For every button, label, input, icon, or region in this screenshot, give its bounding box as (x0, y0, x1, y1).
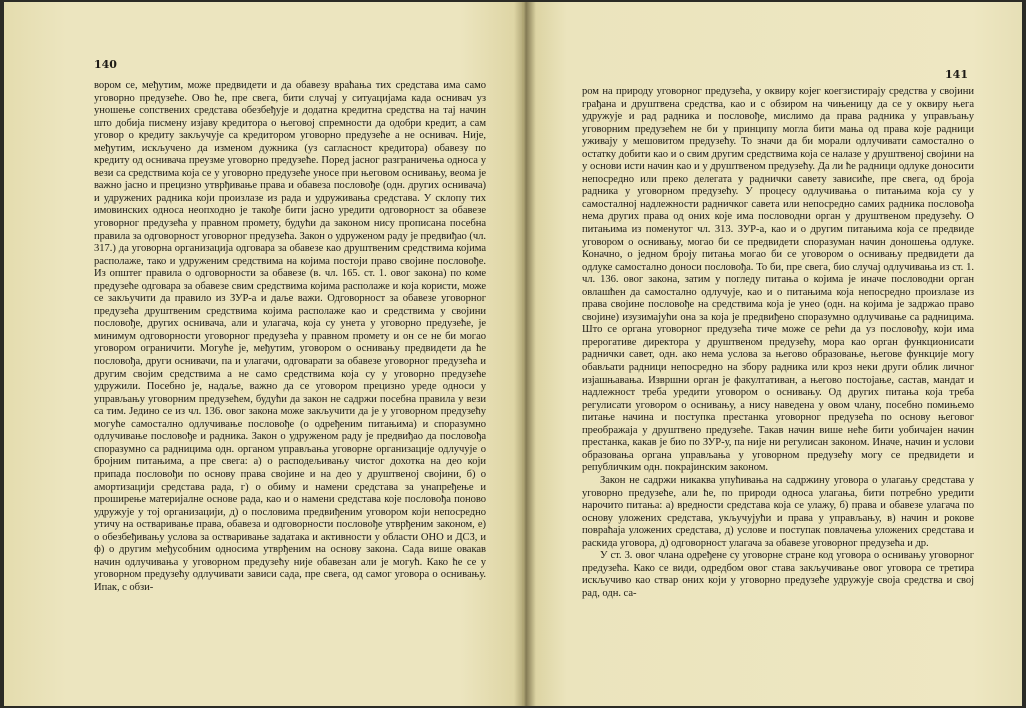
paragraph: ром на природу уговорног предузећа, у оквиру којег коегзистирају средства у својини грађана и друштвена средства, као и с обзиром на чињеницу да се у оквиру њега удружује и рад радника и пословође, мислимо да права радника у управљању уговорним предузећем не би у принципу могла бити мања од права које радници уживају у мешовитом предузећу. То значи да би морали одлучивати самостално о остатку добити као и о свим другим средствима која се налазе у друштвеној својини на у основи исти начин као и у друштвеном предузећу. Да ли ће радници одлуке доносити непосредно или преко делегата у раднички савету зависиће, пре свега, од броја радника у уговорном предузећу. У процесу одлучивања о питањима која су у самосталној надлежности радничког савета или непосредно самих радника пословођа нема других права од оних које има пословодни орган у друштвеном предузећу. О питањима из поменутог чл. 313. ЗУР-а, као и о другим питањима која се предвиде уговором о оснивању, могао би се предвидети споразуман начин доношења одлуке. Коначно, о једном броју питања могао би се уговором о оснивању предвидети да одлуке самостално доноси пословођа. То би, пре свега, био случај одлучивања из ст. 1. чл. 136. овог закона, затим у погледу питања о којима је иначе пословодни орган овлашћен да самостално одлучује, као и о питањима која непосредно произлазе из права својине пословође на средствима која је унео (одн. на којима је задржао право својине) изузимајући она за која је предвиђено споразумно одлучивање са радницима. Што се органа уговорног предузећа тиче може се рећи да уз пословођу, који има прерогативе директора у друштвеном предузећу, мора као орган функционисати раднички савет, одн. ако нема услова за његово образовање, његове функције могу обављати радници непосредно на збору радника или кроз неки други облик личног изјашњавања. Извршни орган је факултативан, а његово постојање, састав, мандат и надлежност треба уредити уговором о оснивању. Од других питања која треба регулисати уговором о оснивању, а нису наведена у овом члану, посебно помињемо питање начина и поступка престанка уговорног предузећа по основу његовог преображаја у друштвено предузеће. Такав начин више неће бити уобичајен начин престанка, какав је био по ЗУР-у, па није ни регулисан законом. Иначе, начин и услови образовања органа управљања у уговорном предузећу могу се предвидети и републичким одн. покрајинским законом. (582, 86, 974, 474)
page-number-left: 140 (94, 58, 117, 71)
book-spread (4, 2, 1022, 706)
right-page-text (582, 86, 974, 600)
page-number-right: 141 (945, 68, 968, 81)
paragraph: Закон не садржи никаква упућивања на садржину уговора о улагању средстава у уговорно предузеће, али ће, по природи односа улагања, бити потребно уредити нарочито питања: а) вредности средстава која се улажу, б) права и обавезе улагача по основу уложених средстава, укључујући и права у управљању, в) начин и рокове повраћаја уложених средстава, д) услове и поступак повлачења уложених средстава и раскида уговора, д) одговорност улагача за обавезе уговорног предузећа и др. (582, 474, 974, 549)
paragraph: вором се, међутим, може предвидети и да обавезу враћања тих средстава има само уговорно предузеће. Ово ће, пре свега, бити случај у ситуацијама када оснивач уз уношење сопствених средстава обезбеђује и додатна кредитна средства на тај начин што добија писмену изјаву кредитора о његовој спремности да одобри кредит, а сам уговор о кредиту закључује са кредитором уговорно предузеће а не оснивач. Није, међутим, искључено да изменом дужника (уз сагласност кредитора) обавезу по кредиту од оснивача преузме уговорно предузеће. Поред јасног разграничења односа у вези са средствима која се у уговорно предузеће уносе при његовом оснивању, веома је важно јасно и прецизно утврђивање права и обавеза пословође (одн. других оснивача) и удружених радника који произлазе из рада и удруживања средстава. У склопу тих имовинских односа неопходно је такође бити јасно уредити одговорност за обавезе уговорног предузећа у правном промету, будући да законом нису прописана посебна правила за одговорност уговорног предузећа. Закон о удруженом раду је предвиђао (чл. 317.) да уговорна организација одговара за обавезе као друштвеним средствима којима располаже, тако и удруженим средствима на којима постоји право својине пословође. Из општег правила о одговорности за обавезе (в. чл. 165. ст. 1. овог закона) по коме предузеће одговара за обавезе свим средствима којима располаже и која користи, може се закључити да правило из ЗУР-а и даље важи. Одговорност за обавезе уговорног предузећа друштвеним средствима којима располаже као и средствима у својини пословође, других оснивача, али и улагача, која су унета у уговорно предузеће, је минимум одговорности уговорног предузећа у правном промету и он се не би могао уговором ограничити. Могуће је, међутим, уговором о оснивању предвидети да ће пословођа, други оснивачи, па и улагачи, одговарати за обавезе уговорног предузећа и другим својим средствима а не само средствима која су у уговорно предузеће удружили. Посебно је, надаље, важно да се уговором прецизно уреде односи у управљању уговорним предузећем, будући да закон не садржи посебна правила у вези са тим. Једино се из чл. 136. овог закона може закључити да је у уговорном предузећу могуће самостално одлучивање пословође (о одређеним питањима) и споразумно одлучивање пословође и радника. Закон о удруженом раду је предвиђао да пословођа споразумно са радницима одн. органом управљања уговорне организације одлучује о бројним питањима, а пре свега: а) о расподељивању чистог дохотка на део који припада пословођи по основу права својине и на део у друштвеној својини, б) о амортизацији средстава рада, г) о обиму и намени средстава за унапређење и проширење материјалне основе рада, као и о намени средстава које пословођа поново удружује у тој организацији, д) о пословима предвиђеним уговором који непосредно утичу на остваривање права, обавеза и одговорности пословође утврђеним законом, е) о обезбеђивању услова за остваривање задатака и активности у области ОНО и ДСЗ, и ф) о другим међусобним односима утврђеним на основу закона. Сада више овакав начин одлучивања у уговорном предузећу није обавезан али је могућ. Како ће се у уговорном предузећу одлучивати зависи сада, пре свега, од самог уговора о оснивању. Ипак, с обзи- (94, 80, 486, 593)
left-page-text (94, 80, 486, 594)
left-page (4, 2, 522, 706)
right-page (522, 2, 1022, 706)
paragraph: У ст. 3. овог члана одређене су уговорне стране код уговора о оснивању уговорног предузећа. Како се види, одредбом овог става закључивање овог уговора се третира искључиво као ствар оних који у уговорно предузеће удружује своја средства и свој рад, одн. са- (582, 550, 974, 599)
